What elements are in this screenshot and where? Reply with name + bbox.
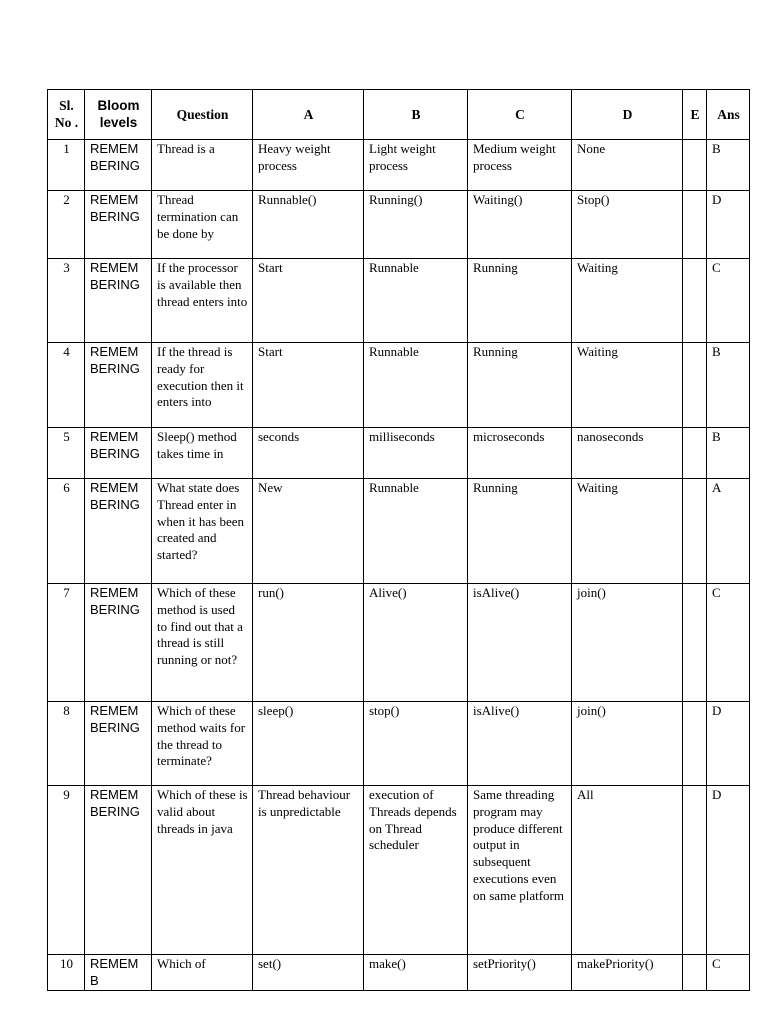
cell-option-a: run() [253, 584, 364, 702]
header-question: Question [152, 90, 253, 140]
cell-sl-no: 1 [48, 140, 85, 191]
cell-sl-no: 5 [48, 428, 85, 479]
table-row [48, 191, 750, 259]
cell-answer: D [707, 702, 750, 786]
table-row [48, 259, 750, 343]
cell-option-c: Waiting() [468, 191, 572, 259]
cell-option-c: Running [468, 479, 572, 584]
cell-option-e [683, 479, 707, 584]
header-option-b: B [364, 90, 468, 140]
cell-option-a: set() [253, 955, 364, 991]
cell-option-b: Runnable [364, 343, 468, 428]
cell-option-d: All [572, 786, 683, 955]
cell-question: Which of these is valid about threads in java [152, 786, 253, 955]
cell-option-b: Runnable [364, 259, 468, 343]
cell-question: Which of [152, 955, 253, 991]
cell-option-a: New [253, 479, 364, 584]
header-answer: Ans [707, 90, 750, 140]
cell-option-d: Waiting [572, 479, 683, 584]
cell-bloom-level: REMEMBERING [85, 428, 152, 479]
cell-option-b: Runnable [364, 479, 468, 584]
cell-option-b: stop() [364, 702, 468, 786]
cell-option-d: None [572, 140, 683, 191]
cell-option-a: seconds [253, 428, 364, 479]
header-option-e: E [683, 90, 707, 140]
cell-option-c: Medium weight process [468, 140, 572, 191]
cell-option-e [683, 140, 707, 191]
cell-option-a: sleep() [253, 702, 364, 786]
cell-answer: C [707, 259, 750, 343]
cell-answer: C [707, 955, 750, 991]
cell-bloom-level: REMEMBERING [85, 479, 152, 584]
cell-question: If the processor is available then thread enters into [152, 259, 253, 343]
cell-option-c: isAlive() [468, 584, 572, 702]
cell-option-b: make() [364, 955, 468, 991]
cell-option-d: Waiting [572, 259, 683, 343]
table-row [48, 343, 750, 428]
cell-sl-no: 6 [48, 479, 85, 584]
cell-option-c: Same threading program may produce different output in subsequent executions even on same platform [468, 786, 572, 955]
cell-option-e [683, 584, 707, 702]
cell-sl-no: 2 [48, 191, 85, 259]
cell-option-a: Start [253, 259, 364, 343]
table-row [48, 584, 750, 702]
table-row [48, 428, 750, 479]
cell-option-d: makePriority() [572, 955, 683, 991]
cell-sl-no: 9 [48, 786, 85, 955]
table-row [48, 786, 750, 955]
cell-option-e [683, 786, 707, 955]
question-table [47, 89, 750, 991]
cell-bloom-level: REMEMBERING [85, 786, 152, 955]
cell-option-c: setPriority() [468, 955, 572, 991]
cell-question: Thread is a [152, 140, 253, 191]
cell-option-e [683, 343, 707, 428]
cell-option-b: Alive() [364, 584, 468, 702]
header-sl-no: Sl. No . [48, 90, 85, 140]
cell-option-a: Runnable() [253, 191, 364, 259]
cell-answer: A [707, 479, 750, 584]
cell-option-a: Start [253, 343, 364, 428]
cell-sl-no: 7 [48, 584, 85, 702]
cell-sl-no: 10 [48, 955, 85, 991]
cell-question: What state does Thread enter in when it has been created and started? [152, 479, 253, 584]
header-option-d: D [572, 90, 683, 140]
header-bloom-levels: Bloom levels [85, 90, 152, 140]
header-row [48, 90, 750, 140]
cell-bloom-level: REMEMBERING [85, 140, 152, 191]
cell-option-d: join() [572, 702, 683, 786]
table-row [48, 702, 750, 786]
cell-question: If the thread is ready for execution then it enters into [152, 343, 253, 428]
cell-bloom-level: REMEMB [85, 955, 152, 991]
cell-bloom-level: REMEMBERING [85, 584, 152, 702]
cell-option-c: microseconds [468, 428, 572, 479]
cell-option-e [683, 259, 707, 343]
cell-answer: B [707, 140, 750, 191]
cell-bloom-level: REMEMBERING [85, 343, 152, 428]
cell-option-a: Thread behaviour is unpredictable [253, 786, 364, 955]
cell-sl-no: 3 [48, 259, 85, 343]
cell-answer: D [707, 786, 750, 955]
cell-question: Thread termination can be done by [152, 191, 253, 259]
cell-option-c: Running [468, 343, 572, 428]
cell-answer: C [707, 584, 750, 702]
cell-question: Sleep() method takes time in [152, 428, 253, 479]
cell-sl-no: 8 [48, 702, 85, 786]
cell-option-d: Waiting [572, 343, 683, 428]
cell-option-b: Running() [364, 191, 468, 259]
cell-answer: B [707, 343, 750, 428]
cell-option-b: Light weight process [364, 140, 468, 191]
cell-option-b: milliseconds [364, 428, 468, 479]
cell-bloom-level: REMEMBERING [85, 191, 152, 259]
cell-option-c: isAlive() [468, 702, 572, 786]
cell-option-d: Stop() [572, 191, 683, 259]
cell-bloom-level: REMEMBERING [85, 702, 152, 786]
cell-option-e [683, 428, 707, 479]
cell-answer: B [707, 428, 750, 479]
cell-question: Which of these method waits for the thread to terminate? [152, 702, 253, 786]
cell-option-a: Heavy weight process [253, 140, 364, 191]
cell-question: Which of these method is used to find out that a thread is still running or not? [152, 584, 253, 702]
cell-option-e [683, 955, 707, 991]
table-row [48, 955, 750, 991]
cell-bloom-level: REMEMBERING [85, 259, 152, 343]
cell-answer: D [707, 191, 750, 259]
cell-option-e [683, 191, 707, 259]
table-row [48, 140, 750, 191]
cell-option-d: nanoseconds [572, 428, 683, 479]
table-row [48, 479, 750, 584]
cell-option-c: Running [468, 259, 572, 343]
cell-option-e [683, 702, 707, 786]
cell-option-b: execution of Threads depends on Thread scheduler [364, 786, 468, 955]
header-option-a: A [253, 90, 364, 140]
header-option-c: C [468, 90, 572, 140]
cell-sl-no: 4 [48, 343, 85, 428]
cell-option-d: join() [572, 584, 683, 702]
